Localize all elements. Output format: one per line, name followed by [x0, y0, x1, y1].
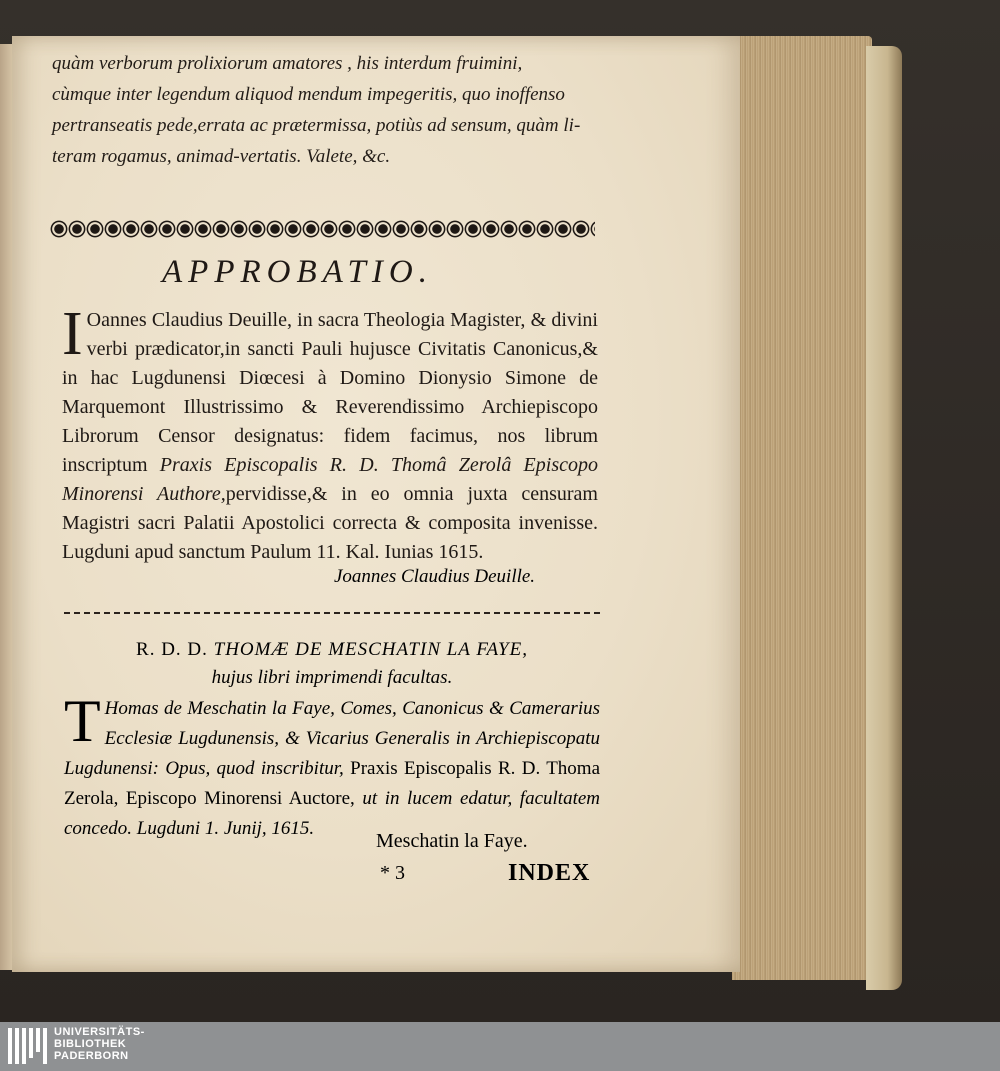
library-name: [54, 1026, 145, 1062]
approbatio-text: [62, 300, 598, 567]
ornamental-border: [50, 220, 595, 238]
book-title-italic: Praxis Episcopalis R. D. Thomâ Zerolâ Episcopo Minorensi Authore,: [62, 454, 598, 505]
library-name-line: UNIVERSITÄTS-: [54, 1026, 145, 1038]
facultas-body-italic: Homas de Meschatin la Faye, Comes, Canonicus & Camerarius Ecclesiæ Lugdunensis, & Vicarius Generalis in Archiepiscopatu Lugdunensi: Opus, quod inscribitur,: [64, 698, 600, 779]
approbatio-heading: APPROBATIO.: [162, 254, 433, 290]
facultas-heading-italic: THOMÆ DE MESCHATIN LA FAYE,: [213, 639, 528, 660]
intro-line: cùmque inter legendum aliquod mendum impegeritis, quo inoffenso: [52, 84, 565, 105]
facultas-heading: [64, 636, 600, 692]
facultas-heading-line: [64, 636, 600, 664]
catchword: INDEX: [508, 860, 591, 886]
facultas-body-italic-end: ut in lucem edatur, facultatem concedo. Lugduni 1. Junij, 1615.: [64, 788, 601, 839]
library-name-line: PADERBORN: [54, 1050, 129, 1062]
drop-capital: T: [64, 688, 101, 754]
intro-line: pertranseatis pede,errata ac prætermissa, potiùs ad sensum, quàm li-: [52, 115, 581, 136]
approbatio-body: Oannes Claudius Deuille, in sacra Theologia Magister, & divini verbi prædicator,in sancti Pauli hujusce Civitatis Canonicus,& in hac Lugdunensi Diœcesi à Domino Dionysio Simone de Marquemont Illustrissimo & Reverendissimo Archiepiscopo Librorum Censor designatus: fidem facimus, nos librum inscriptum: [62, 309, 598, 476]
signature-mark: * 3: [380, 862, 405, 884]
facultas-body-roman: Praxis Episcopalis R. D. Thoma Zerola, Episcopo Minorensi Auctore,: [64, 758, 601, 809]
facultas-subheading: hujus libri imprimendi facultas.: [211, 667, 453, 688]
library-name-line: BIBLIOTHEK: [54, 1038, 127, 1050]
facultas-heading-roman: R. D. D.: [136, 639, 208, 660]
intro-line: teram rogamus, animad-vertatis. Valete, &c.: [52, 146, 391, 167]
book-cover-edge: [866, 46, 902, 990]
approbatio-body-end: pervidisse,& in eo omnia juxta censuram Magistri sacri Palatii Apostolici correcta & composita invenisse. Lugduni apud sanctum Paulum 11. Kal. Iunias 1615.: [62, 483, 598, 563]
library-logo-icon: [8, 1028, 48, 1064]
intro-line: quàm verborum prolixiorum amatores , his interdum fruimini,: [52, 53, 523, 74]
approbatio-signature: Joannes Claudius Deuille.: [334, 566, 536, 587]
library-footer: [0, 1022, 1000, 1071]
page-block-edges: [732, 36, 872, 980]
drop-capital: I: [62, 300, 83, 368]
facultas-signature: Meschatin la Faye.: [376, 830, 528, 852]
facultas-text: [64, 688, 601, 844]
intro-paragraph: [52, 48, 612, 172]
section-divider: [64, 612, 600, 614]
